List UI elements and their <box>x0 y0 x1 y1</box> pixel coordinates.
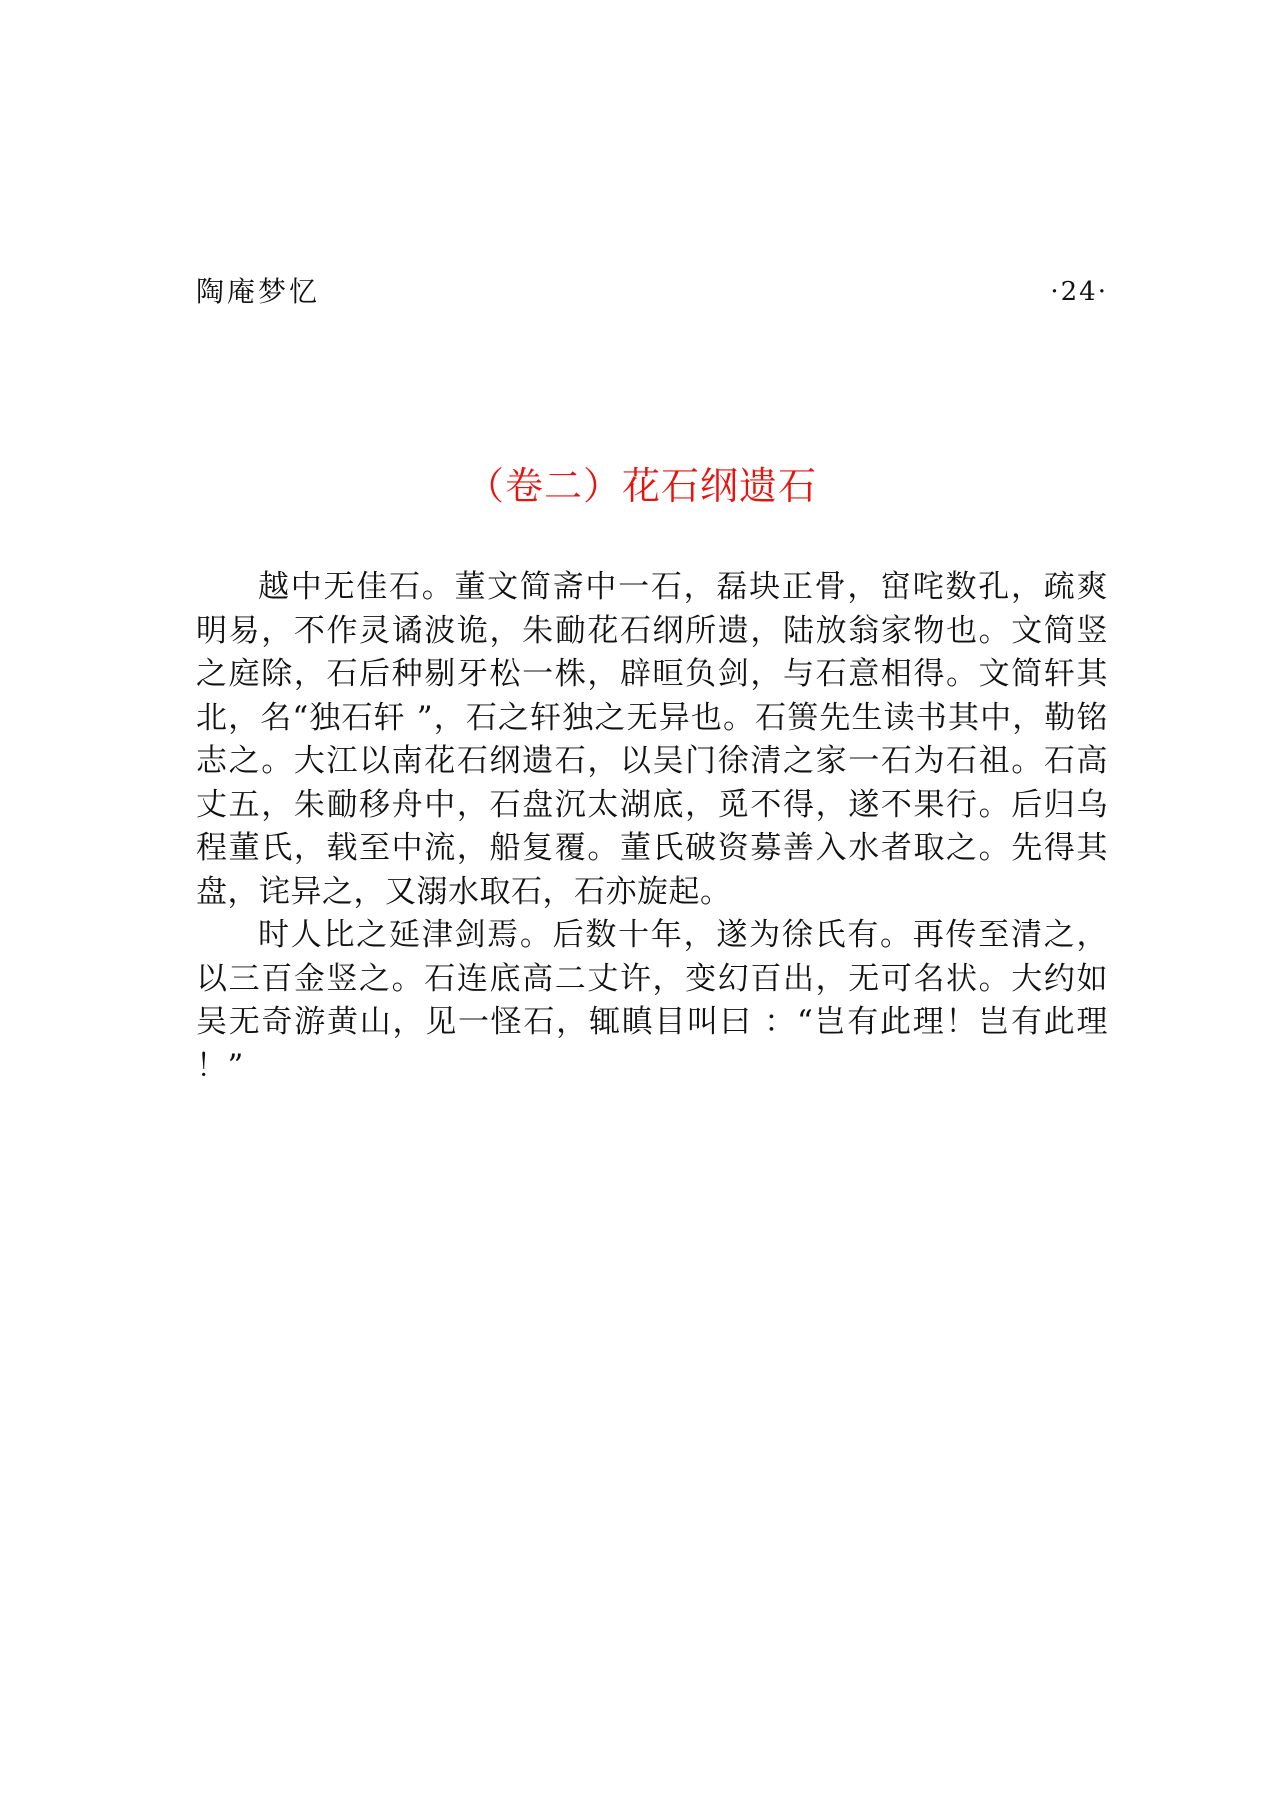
paragraph: 时人比之延津剑焉。后数十年，遂为徐氏有。再传至清之，以三百金竖之。石连底高二丈许，变幻百出，无可名状。大约如吴无奇游黄山，见一怪石，辄瞋目叫曰 ：“岂有此理！岂有此理 ！” <box>196 917 1108 1084</box>
book-title: 陶庵梦忆 <box>196 275 321 308</box>
chapter-title: （卷二）花石纲遗石 <box>465 464 817 508</box>
body-text <box>196 566 1108 1088</box>
page-number: ·24· <box>1050 277 1108 307</box>
running-header <box>196 270 1108 314</box>
paragraph: 越中无佳石。董文简斋中一石，磊块正骨，窋咤数孔，疏爽明易，不作灵谲波诡，朱勔花石纲所遗，陆放翁家物也。文简竖之庭除，石后种剔牙松一株，辟晅负剑，与石意相得。文简轩其北，名“独石轩 ”，石之轩独之无异也。石篑先生读书其中，勒铭志之。大江以南花石纲遗石，以吴门徐清之家一石为石祖。石高丈五，朱勔移舟中，石盘沉太湖底，觅不得，遂不果行。后归乌程董氏，载至中流，船复覆。董氏破资募善入水者取之。先得其盘，诧异之，又溺水取石，石亦旋起。 <box>196 569 1108 910</box>
